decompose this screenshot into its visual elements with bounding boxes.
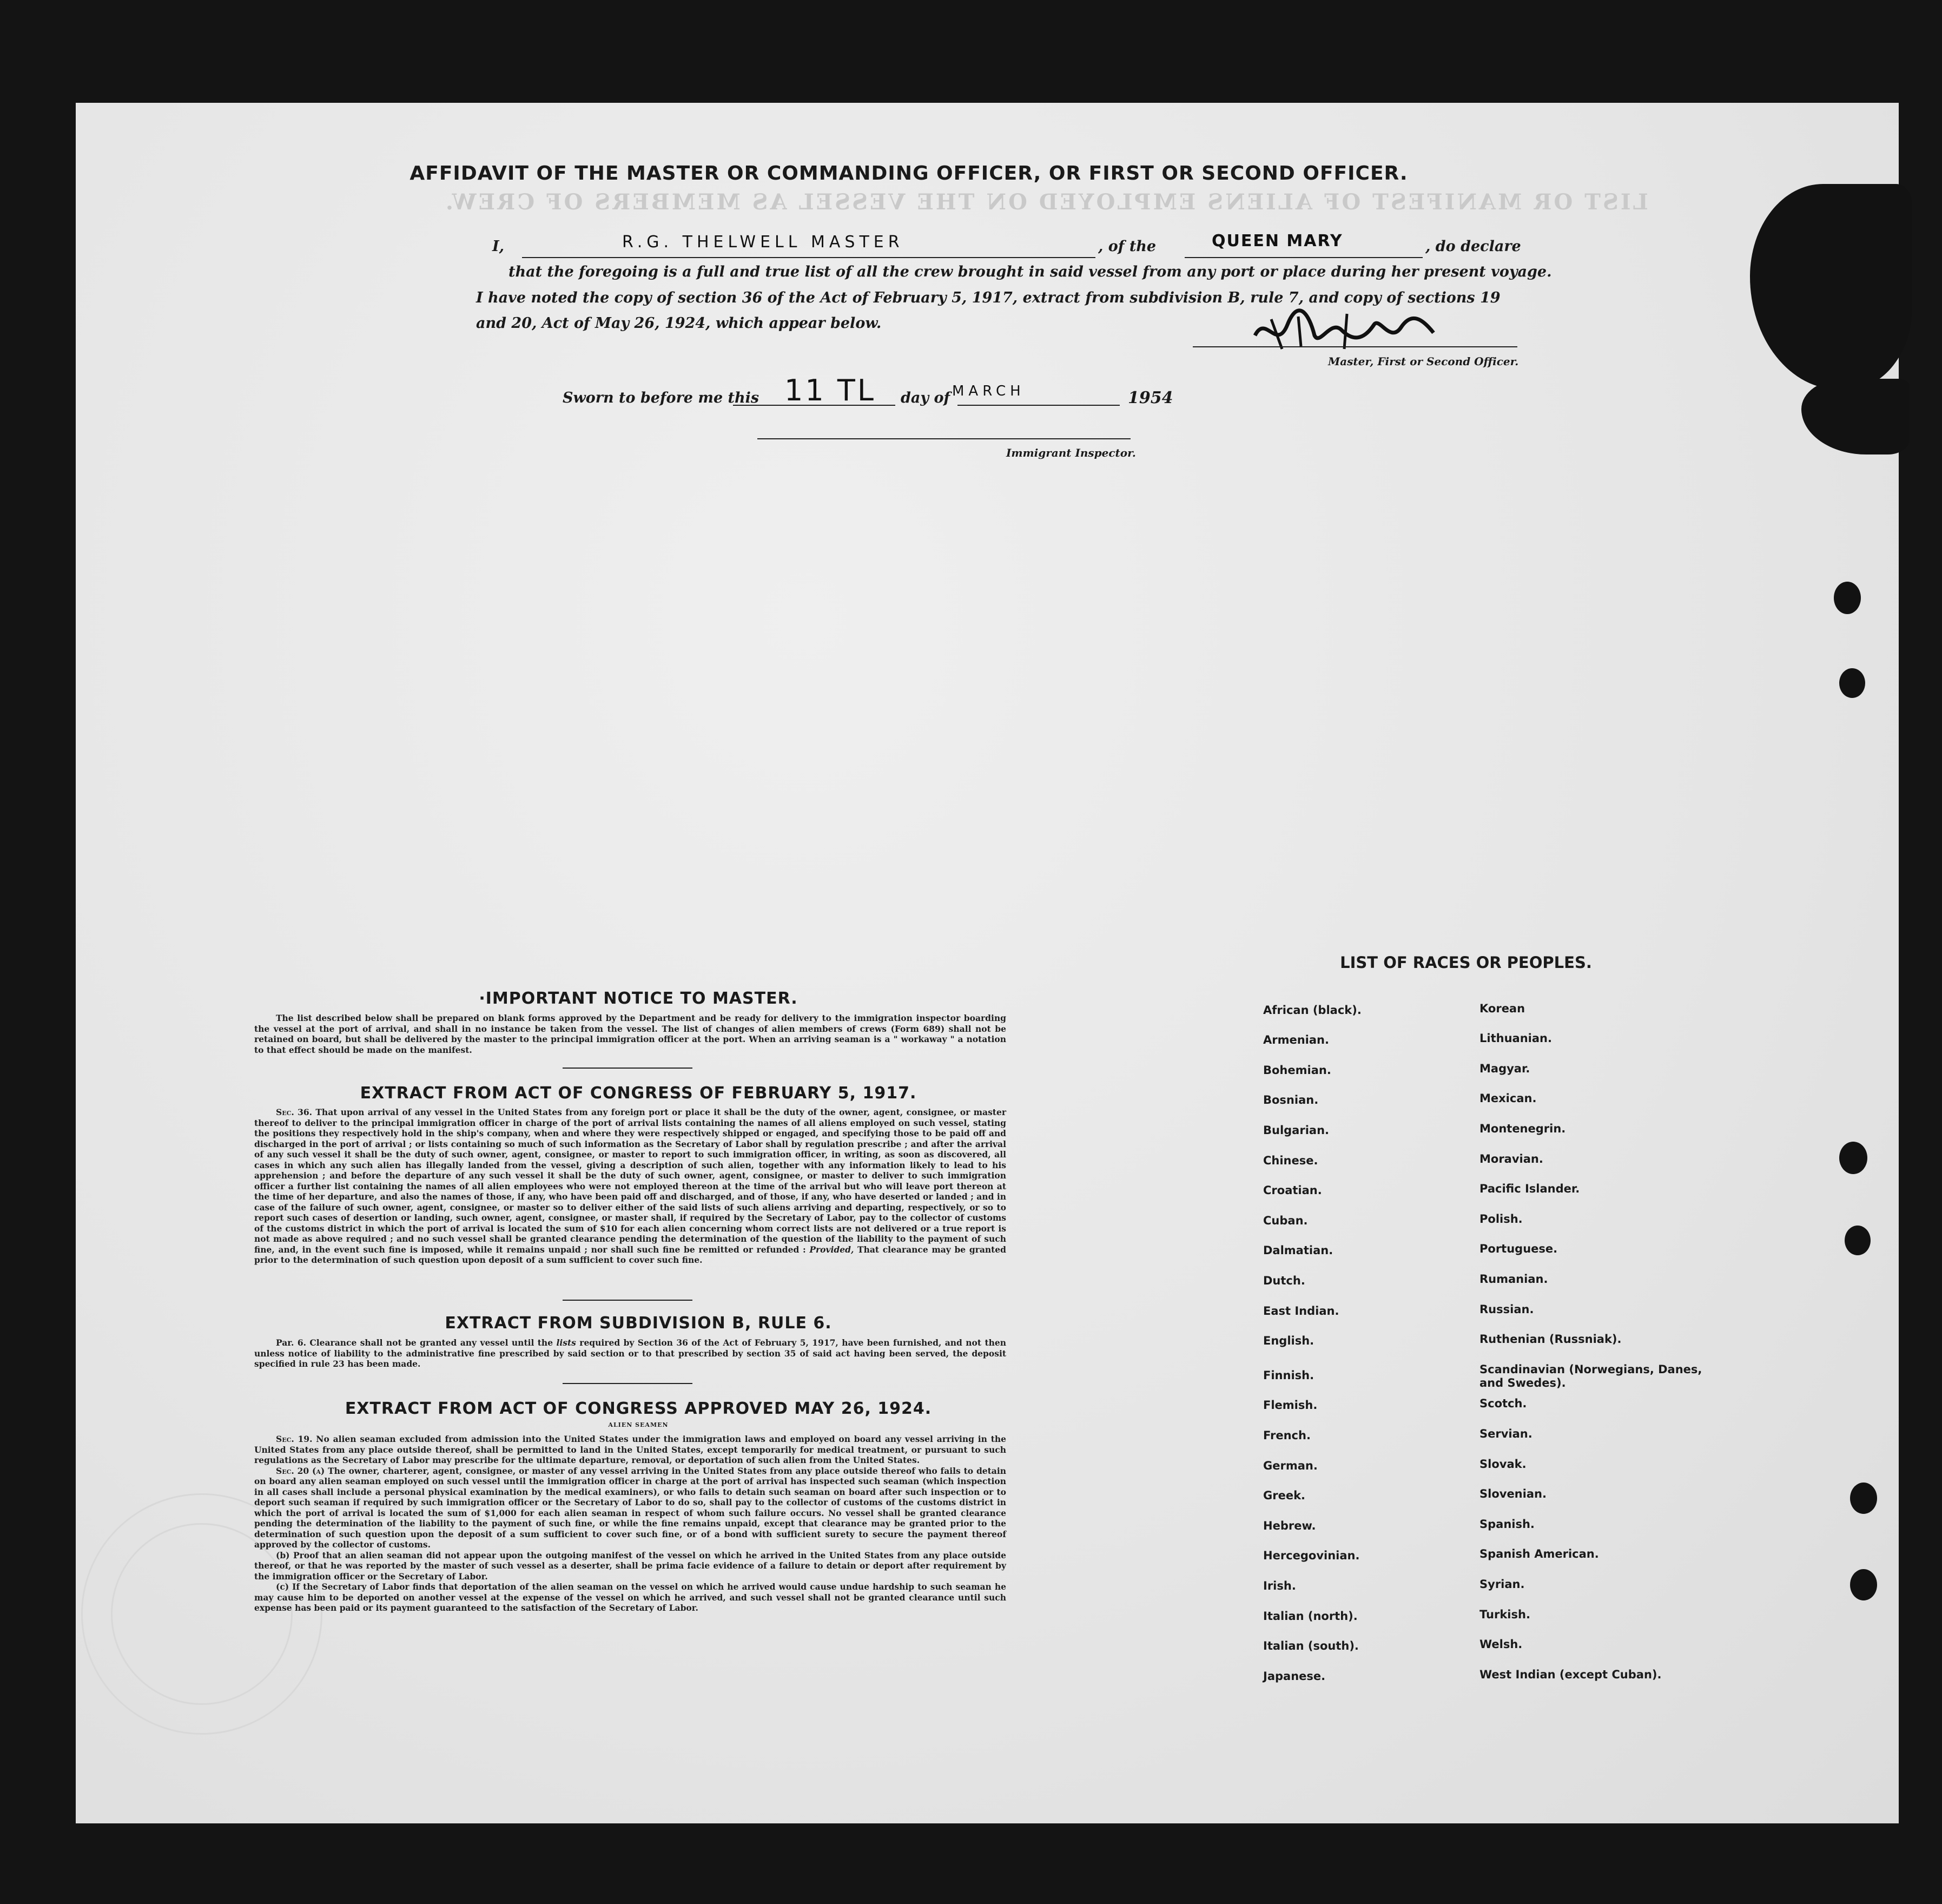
race-item: Irish. bbox=[1263, 1579, 1296, 1592]
affidavit-title: AFFIDAVIT OF THE MASTER OR COMMANDING OFFICER, OR FIRST OR SECOND OFFICER. bbox=[409, 162, 1408, 185]
vessel-line bbox=[1185, 257, 1423, 258]
extract-1924-title: EXTRACT FROM ACT OF CONGRESS APPROVED MAY 26, 1924. bbox=[345, 1399, 932, 1418]
race-item: Portuguese. bbox=[1479, 1242, 1558, 1255]
race-item: Turkish. bbox=[1479, 1608, 1530, 1621]
signature-line bbox=[1193, 346, 1517, 347]
sec-36-text: That upon arrival of any vessel in the United States from any foreign port or place it shall be the duty of the owner, agent, consignee, or master thereof to deliver to the principal immigration officer in charge of the port of arrival lists containing the names of all aliens employed on such vessel, stating the positions they respectively hold in the ship's company, when and where they were respectively shipped or engaged, and specifying those to be paid off and discharged in the port of arrival ; or lists containing so much of such information as the Secretary of Labor shall by regulation prescribe ; and after the arrival of any such vessel it shall be the duty of such owner, agent, consignee, or master to report to such immigration officer, in writing, as soon as discovered, all cases in which any such alien has illegally landed from the vessel, giving a description of such alien, together with any information likely to lead to his apprehension ; and before the departure of any such vessel it shall be the duty of such owner, agent, consignee, or master to deliver to such immigration officer a further list containing the names of all alien employees who were not employed thereon at the time of the arrival but who will leave port thereon at the time of her departure, and also the names of those, if any, who have been paid off and discharged, and of those, if any, who have deserted or landed ; and in case of the failure of such owner, agent, consignee, or master so to deliver either of the said lists of such aliens arriving and departing, respectively, or so to report such cases of desertion or landing, such owner, agent, consignee, or master shall, if required by the Secretary of Labor, pay to the collector of customs of the customs district in which the port of arrival is located the sum of $10 for each alien concerning whom correct lists are not delivered or a true report is not made as above required ; and no such vessel shall be granted clearance pending the determination of the question of the liability to the payment of such fine, and, in the event such fine is imposed, while it remains unpaid ; nor shall such fine be remitted or refunded : bbox=[254, 1107, 1006, 1255]
race-item: Italian (north). bbox=[1263, 1610, 1358, 1623]
race-item: Slovak. bbox=[1479, 1458, 1527, 1471]
race-item: Bohemian. bbox=[1263, 1064, 1331, 1077]
sec-20b-label: (b) bbox=[276, 1550, 290, 1560]
extract-1917-rule bbox=[563, 1300, 692, 1301]
lists-word: lists bbox=[556, 1338, 576, 1348]
race-item: Hercegovinian. bbox=[1263, 1549, 1360, 1562]
inspector-label: Immigrant Inspector. bbox=[1006, 446, 1136, 459]
race-item: Spanish American. bbox=[1479, 1547, 1599, 1560]
race-item: West Indian (except Cuban). bbox=[1479, 1668, 1662, 1681]
race-item: Dalmatian. bbox=[1263, 1244, 1333, 1257]
notice-title: ·IMPORTANT NOTICE TO MASTER. bbox=[479, 989, 798, 1008]
race-item: Syrian. bbox=[1479, 1578, 1525, 1591]
i-word: I, bbox=[492, 238, 505, 255]
signature-label: Master, First or Second Officer. bbox=[1328, 355, 1519, 368]
race-item: Montenegrin. bbox=[1479, 1122, 1566, 1135]
race-item: African (black). bbox=[1263, 1004, 1362, 1017]
punch-hole bbox=[1839, 1142, 1867, 1174]
sec-19-label: Sec. 19. bbox=[276, 1434, 313, 1444]
race-item: Pacific Islander. bbox=[1479, 1182, 1580, 1195]
punch-hole bbox=[1850, 1569, 1877, 1600]
race-item: Cuban. bbox=[1263, 1214, 1308, 1227]
sec-20c-text: If the Secretary of Labor finds that deportation of the alien seaman on the vessel on which he arrived would cause undue hardship to such seaman he may cause him to be deported on another vessel at the expense of the vessel on which he arrived, and such vessel shall not be granted clearance until such expense has been paid or its payment guaranteed to the satisfaction of the Secretary of Labor. bbox=[254, 1582, 1006, 1613]
races-title: LIST OF RACES OR PEOPLES. bbox=[1340, 953, 1592, 972]
sec-20a-label: Sec. 20 (a) bbox=[276, 1465, 325, 1476]
race-item: Greek. bbox=[1263, 1489, 1306, 1502]
sec-19-text: No alien seaman excluded from admission into the United States under the immigration laws and employed on board any vessel arriving in the United States from any place outside thereof, shall be permitted to land in the United States, except temporarily for medical treatment, or pursuant to such regulations as the Secretary of Labor may prescribe for the ultimate departure, removal, or deportation of such alien from the United States. bbox=[254, 1434, 1006, 1465]
master-name-handwritten: R.G. THELWELL MASTER bbox=[622, 233, 904, 252]
race-item: Croatian. bbox=[1263, 1184, 1322, 1197]
punch-hole bbox=[1834, 582, 1861, 614]
race-item: Mexican. bbox=[1479, 1092, 1537, 1105]
sec-20a-text: The owner, charterer, agent, consignee, or master of any vessel arriving in the United States from any place outside thereof who fails to detain on board any alien seaman employed on such vessel until the immigration officer in charge at the port of arrival has inspected such seaman (which inspection in all cases shall include a personal physical examination by the medical examiners), or who fails to detain such seaman on board after such inspection or to deport such seaman if required by such immigration officer or the Secretary of Labor to do so, shall pay to the collector of customs of the customs district in which the port of arrival is located the sum of $1,000 for each alien seaman in respect of whom such failure occurs. No vessel shall be granted clearance pending the determination of the liability to the payment of such fine, or while the fine remains unpaid, except that clearance may be granted prior to the determination of such question upon the deposit of a sum sufficient to cover such fine, or of a bond with sufficient surety to secure the payment thereof approved by the collector of customs. bbox=[254, 1465, 1007, 1550]
punch-hole bbox=[1839, 668, 1865, 698]
subdivision-b-title: EXTRACT FROM SUBDIVISION B, RULE 6. bbox=[445, 1314, 832, 1333]
sworn-prefix: Sworn to before me this bbox=[563, 390, 759, 406]
race-item: Armenian. bbox=[1263, 1033, 1329, 1046]
race-item: Bosnian. bbox=[1263, 1093, 1319, 1106]
extract-1924-body bbox=[254, 1434, 1006, 1613]
race-item: Korean bbox=[1479, 1002, 1525, 1015]
race-item: Bulgarian. bbox=[1263, 1124, 1330, 1137]
race-item: Welsh. bbox=[1479, 1638, 1523, 1651]
race-item: Servian. bbox=[1479, 1427, 1533, 1440]
race-item: Russian. bbox=[1479, 1303, 1534, 1316]
race-item: French. bbox=[1263, 1429, 1311, 1442]
subdivision-b-rule bbox=[563, 1383, 692, 1384]
proviso-text: That clearance may be granted prior to the determination of such question upon deposit of a sum sufficient to cover such fine. bbox=[254, 1244, 1007, 1265]
race-item: Ruthenian (Russniak). bbox=[1479, 1333, 1622, 1346]
punch-hole bbox=[1850, 1483, 1877, 1514]
of-the-text: , of the bbox=[1098, 238, 1157, 255]
bleedthrough-heading: LIST OR MANIFEST OF ALIENS EMPLOYED ON THE VESSEL AS MEMBERS OF CREW. bbox=[444, 189, 1648, 215]
race-item: Finnish. bbox=[1263, 1369, 1315, 1382]
sec-36-label: Sec. 36. bbox=[276, 1107, 313, 1117]
extract-1917-body bbox=[254, 1107, 1006, 1266]
alien-seamen-subhead: ALIEN SEAMEN bbox=[608, 1421, 669, 1428]
par-6-text-a: Clearance shall not be granted any vessel until the bbox=[309, 1338, 553, 1348]
race-item: Magyar. bbox=[1479, 1062, 1530, 1075]
race-item: Dutch. bbox=[1263, 1274, 1305, 1287]
race-item: Lithuanian. bbox=[1479, 1032, 1552, 1045]
race-item: Slovenian. bbox=[1479, 1487, 1547, 1500]
sec-20b-text: Proof that an alien seaman did not appear upon the outgoing manifest of the vessel on which he arrived in the United States from any place outside thereof, or that he was reported by the master of such vessel as a deserter, shall be prima facie evidence of a failure to detain or deport after requirement by the immigration officer or the Secretary of Labor. bbox=[254, 1550, 1006, 1582]
race-item: Hebrew. bbox=[1263, 1519, 1316, 1532]
race-item: German. bbox=[1263, 1459, 1318, 1472]
race-item: Italian (south). bbox=[1263, 1639, 1359, 1652]
vessel-name-handwritten: QUEEN MARY bbox=[1212, 232, 1343, 251]
race-item: English. bbox=[1263, 1334, 1315, 1347]
race-item: East Indian. bbox=[1263, 1305, 1339, 1317]
notice-rule bbox=[563, 1068, 692, 1069]
race-item: Scandinavian (Norwegians, Danes, and Swedes). bbox=[1479, 1363, 1702, 1389]
race-item: Chinese. bbox=[1263, 1154, 1318, 1167]
declaration-line-2: that the foregoing is a full and true list of all the crew brought in said vessel from any port or place during her present voyage. bbox=[508, 263, 1552, 280]
year-text: 1954 bbox=[1128, 388, 1173, 407]
punch-hole bbox=[1845, 1226, 1871, 1255]
month-line bbox=[957, 405, 1120, 406]
race-item: Japanese. bbox=[1263, 1670, 1326, 1683]
race-item: Scotch. bbox=[1479, 1397, 1527, 1410]
inspector-line bbox=[757, 438, 1131, 439]
month-handwritten: MARCH bbox=[952, 383, 1025, 399]
par-6-text-b: required by Section 36 of the Act of February 5, 1917, have been furnished, and not then unless notice of liability to the administrative fine prescribed by said section or to that prescribed by section 35 of said act having been served, the deposit specified in rule 23 has been made. bbox=[254, 1338, 1007, 1369]
declaration-line-4: and 20, Act of May 26, 1924, which appear below. bbox=[476, 315, 882, 332]
declaration-line-3: I have noted the copy of section 36 of the Act of February 5, 1917, extract from subdivision B, rule 7, and copy of sections 19 bbox=[476, 289, 1501, 306]
race-item: Spanish. bbox=[1479, 1518, 1535, 1531]
race-item: Rumanian. bbox=[1479, 1273, 1548, 1286]
race-item: Moravian. bbox=[1479, 1152, 1543, 1165]
race-item: Flemish. bbox=[1263, 1399, 1318, 1412]
master-signature bbox=[1250, 303, 1444, 357]
sec-20c-label: (c) bbox=[276, 1582, 289, 1592]
name-line bbox=[522, 257, 1095, 258]
notice-body: The list described below shall be prepared on blank forms approved by the Department and be ready for delivery to the immigration inspector boarding the vessel at the port of arrival, and shall in no instance be taken from the vessel. The list of changes of alien members of crews (Form 689) shall not be retained on board, but shall be delivered by the master to the principal immigration officer at the port. When an arriving seaman is a " workaway " a notation to that effect should be made on the manifest. bbox=[254, 1013, 1006, 1055]
extract-1917-title: EXTRACT FROM ACT OF CONGRESS OF FEBRUARY 5, 1917. bbox=[360, 1084, 917, 1103]
do-declare-text: , do declare bbox=[1425, 238, 1521, 255]
day-handwritten: 11 TL bbox=[784, 373, 876, 407]
day-of-text: day of bbox=[901, 390, 950, 406]
par-6-label: Par. 6. bbox=[276, 1338, 306, 1348]
subdivision-b-body bbox=[254, 1338, 1006, 1369]
proviso-label: Provided, bbox=[809, 1244, 854, 1255]
race-item: Polish. bbox=[1479, 1213, 1523, 1226]
